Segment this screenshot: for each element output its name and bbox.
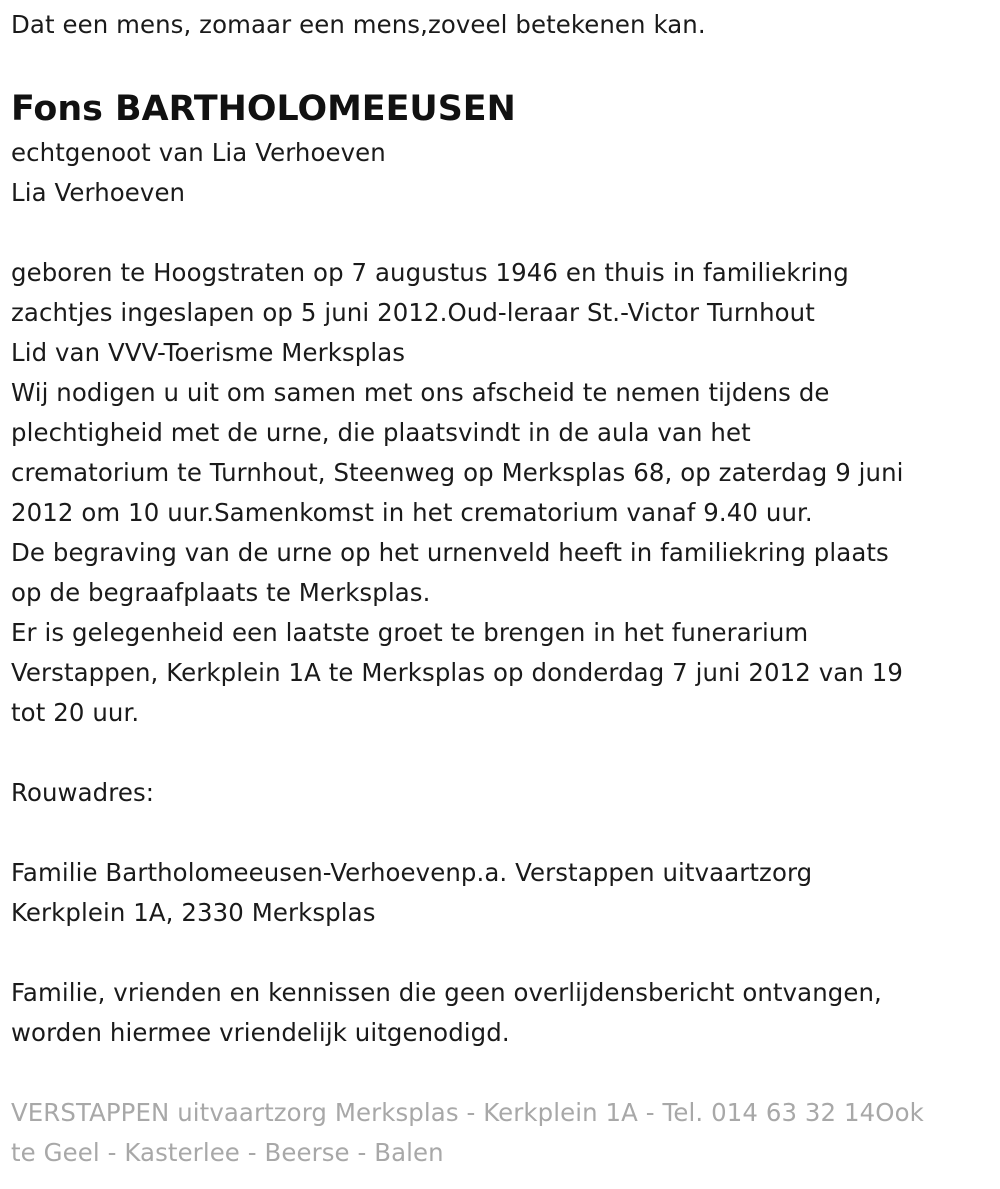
body-line: plechtigheid met de urne, die plaatsvindt in de aula van het xyxy=(11,418,751,447)
spacer xyxy=(11,813,1000,853)
obituary-page xyxy=(0,5,1000,1189)
relation-text: echtgenoot van Lia Verhoeven xyxy=(11,138,386,167)
body-line: op de begraafplaats te Merksplas. xyxy=(11,578,431,607)
footer-line: VERSTAPPEN uitvaartzorg Merksplas - Kerkplein 1A - Tel. 014 63 32 14Ook xyxy=(11,1098,924,1127)
mourning-address xyxy=(11,853,1000,933)
body-line: Verstappen, Kerkplein 1A te Merksplas op donderdag 7 juni 2012 van 19 xyxy=(11,658,904,687)
partner-name: Lia Verhoeven xyxy=(11,178,186,207)
body-line: Wij nodigen u uit om samen met ons afscheid te nemen tijdens de xyxy=(11,378,830,407)
spacer xyxy=(11,1053,1000,1093)
funeral-home-footer xyxy=(11,1093,1000,1173)
address-line: Familie Bartholomeeusen-Verhoevenp.a. Verstappen uitvaartzorg xyxy=(11,858,813,887)
address-heading: Rouwadres: xyxy=(11,778,155,807)
body-line: crematorium te Turnhout, Steenweg op Merksplas 68, op zaterdag 9 juni xyxy=(11,458,904,487)
motto-text: Dat een mens, zomaar een mens,zoveel betekenen kan. xyxy=(11,10,706,39)
spacer xyxy=(11,933,1000,973)
invitation-line: Familie, vrienden en kennissen die geen overlijdensbericht ontvangen, xyxy=(11,978,882,1007)
body-line: geboren te Hoogstraten op 7 augustus 1946 en thuis in familiekring xyxy=(11,258,849,287)
obituary-body xyxy=(11,253,1000,733)
invitation-text xyxy=(11,973,1000,1053)
body-line: 2012 om 10 uur.Samenkomst in het crematorium vanaf 9.40 uur. xyxy=(11,498,813,527)
spacer xyxy=(11,213,1000,253)
body-line: De begraving van de urne op het urnenveld heeft in familiekring plaats xyxy=(11,538,889,567)
footer-line: te Geel - Kasterlee - Beerse - Balen xyxy=(11,1138,444,1167)
body-line: Lid van VVV-Toerisme Merksplas xyxy=(11,338,406,367)
deceased-name: Fons BARTHOLOMEEUSEN xyxy=(11,89,516,129)
body-line: tot 20 uur. xyxy=(11,698,140,727)
invitation-line: worden hiermee vriendelijk uitgenodigd. xyxy=(11,1018,510,1047)
body-line: Er is gelegenheid een laatste groet te brengen in het funerarium xyxy=(11,618,809,647)
spacer xyxy=(11,733,1000,773)
address-line: Kerkplein 1A, 2330 Merksplas xyxy=(11,898,376,927)
body-line: zachtjes ingeslapen op 5 juni 2012.Oud-leraar St.-Victor Turnhout xyxy=(11,298,815,327)
